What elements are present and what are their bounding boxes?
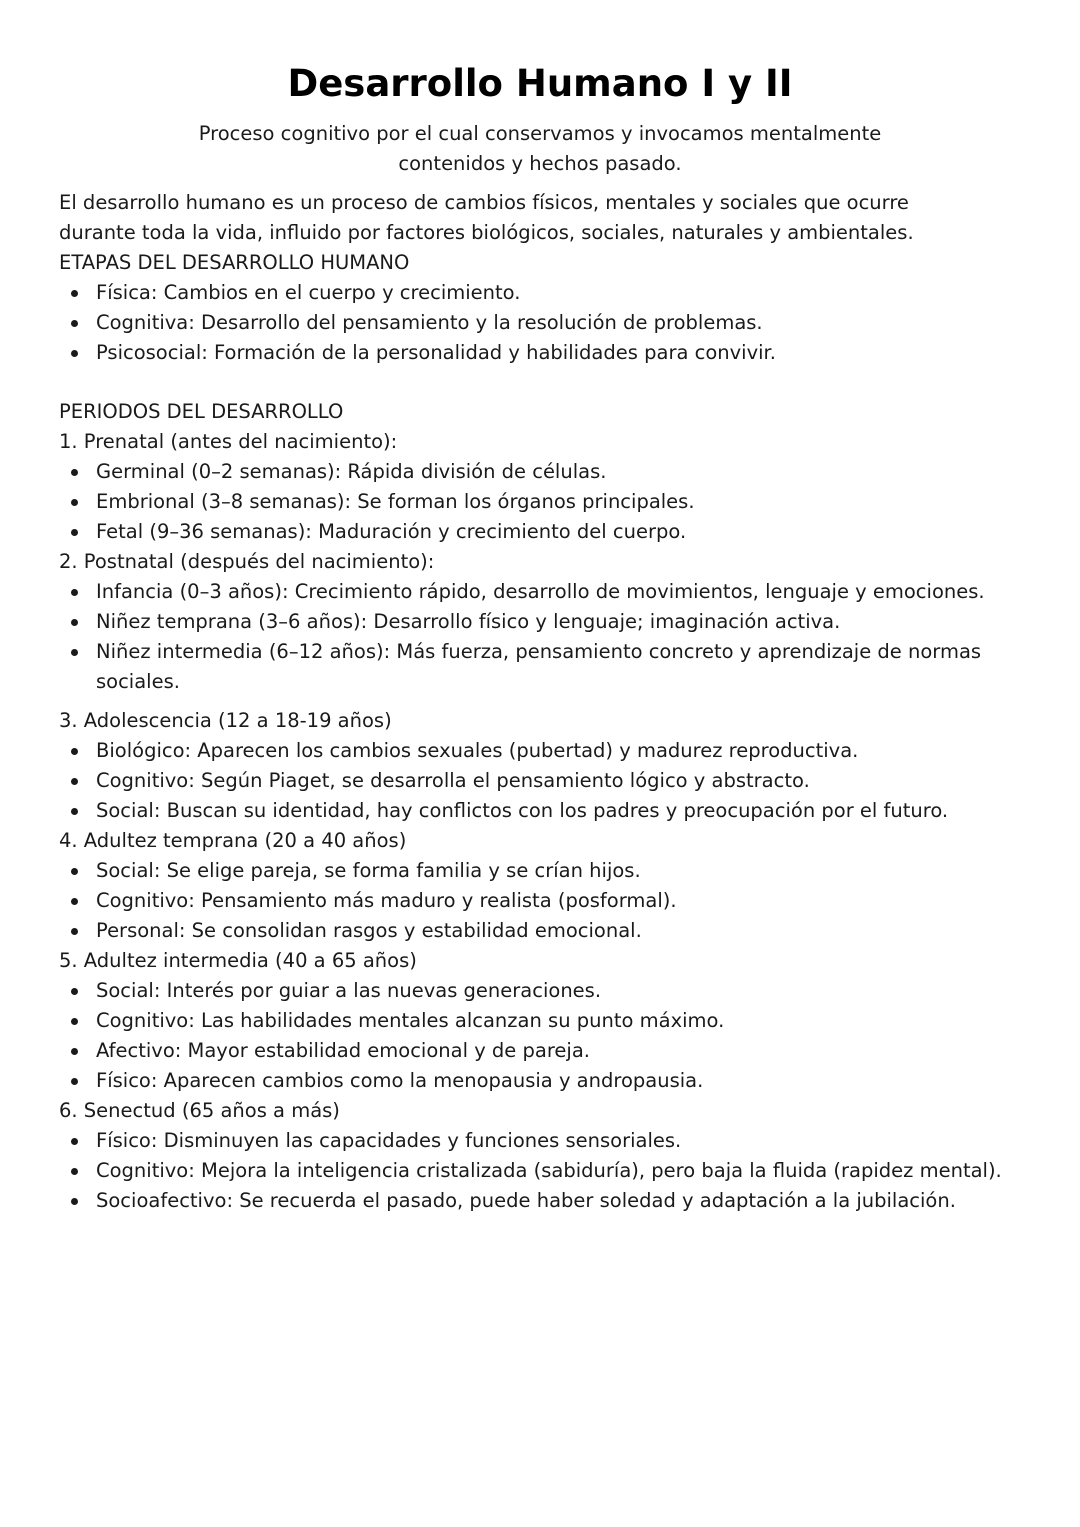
section-heading-adolescencia: 3. Adolescencia (12 a 18-19 años) bbox=[59, 709, 392, 732]
adultez-temprana-list bbox=[59, 856, 1039, 946]
list-item: Cognitivo: Las habilidades mentales alcanzan su punto máximo. bbox=[59, 1006, 1039, 1036]
etapas-heading: ETAPAS DEL DESARROLLO HUMANO bbox=[59, 251, 410, 274]
list-item: Físico: Disminuyen las capacidades y funciones sensoriales. bbox=[59, 1126, 1039, 1156]
prenatal-list bbox=[59, 457, 1039, 547]
list-item: Físico: Aparecen cambios como la menopausia y andropausia. bbox=[59, 1066, 1039, 1096]
adultez-intermedia-list bbox=[59, 976, 1039, 1096]
list-item: Niñez intermedia (6–12 años): Más fuerza, pensamiento concreto y aprendizaje de normas sociales. bbox=[59, 637, 1039, 697]
list-item: Infancia (0–3 años): Crecimiento rápido, desarrollo de movimientos, lenguaje y emociones. bbox=[59, 577, 1039, 607]
subtitle-line: contenidos y hechos pasado. bbox=[398, 152, 682, 175]
list-item: Afectivo: Mayor estabilidad emocional y de pareja. bbox=[59, 1036, 1039, 1066]
senectud-list bbox=[59, 1126, 1039, 1216]
list-item: Personal: Se consolidan rasgos y estabilidad emocional. bbox=[59, 916, 1039, 946]
spacer bbox=[59, 697, 1039, 706]
section-heading-prenatal: 1. Prenatal (antes del nacimiento): bbox=[59, 430, 398, 453]
list-item: Biológico: Aparecen los cambios sexuales (pubertad) y madurez reproductiva. bbox=[59, 736, 1039, 766]
intro-line: El desarrollo humano es un proceso de cambios físicos, mentales y sociales que ocurre bbox=[59, 191, 909, 214]
list-item: Física: Cambios en el cuerpo y crecimiento. bbox=[59, 278, 1039, 308]
page-title: Desarrollo Humano I y II bbox=[287, 62, 793, 105]
section-heading-adultez-temprana: 4. Adultez temprana (20 a 40 años) bbox=[59, 829, 407, 852]
list-item: Niñez temprana (3–6 años): Desarrollo físico y lenguaje; imaginación activa. bbox=[59, 607, 1039, 637]
list-item: Cognitiva: Desarrollo del pensamiento y la resolución de problemas. bbox=[59, 308, 1039, 338]
list-item: Cognitivo: Mejora la inteligencia cristalizada (sabiduría), pero baja la fluida (rapidez mental). bbox=[59, 1156, 1039, 1186]
document-body bbox=[59, 188, 1039, 1216]
list-item: Social: Se elige pareja, se forma familia y se crían hijos. bbox=[59, 856, 1039, 886]
spacer bbox=[59, 368, 1039, 397]
list-item: Embrional (3–8 semanas): Se forman los órganos principales. bbox=[59, 487, 1039, 517]
section-heading-senectud: 6. Senectud (65 años a más) bbox=[59, 1099, 340, 1122]
periodos-heading: PERIODOS DEL DESARROLLO bbox=[59, 400, 344, 423]
list-item: Cognitivo: Pensamiento más maduro y realista (posformal). bbox=[59, 886, 1039, 916]
list-item: Cognitivo: Según Piaget, se desarrolla el pensamiento lógico y abstracto. bbox=[59, 766, 1039, 796]
list-item: Psicosocial: Formación de la personalidad y habilidades para convivir. bbox=[59, 338, 1039, 368]
postnatal-list bbox=[59, 577, 1039, 697]
list-item: Germinal (0–2 semanas): Rápida división de células. bbox=[59, 457, 1039, 487]
subtitle bbox=[160, 119, 920, 179]
list-item: Social: Interés por guiar a las nuevas generaciones. bbox=[59, 976, 1039, 1006]
section-heading-postnatal: 2. Postnatal (después del nacimiento): bbox=[59, 550, 435, 573]
list-item: Social: Buscan su identidad, hay conflictos con los padres y preocupación por el futuro. bbox=[59, 796, 1039, 826]
section-heading-adultez-intermedia: 5. Adultez intermedia (40 a 65 años) bbox=[59, 949, 417, 972]
intro-line: durante toda la vida, influido por factores biológicos, sociales, naturales y ambientales. bbox=[59, 221, 914, 244]
list-item: Fetal (9–36 semanas): Maduración y crecimiento del cuerpo. bbox=[59, 517, 1039, 547]
list-item: Socioafectivo: Se recuerda el pasado, puede haber soledad y adaptación a la jubilación. bbox=[59, 1186, 1039, 1216]
etapas-list bbox=[59, 278, 1039, 368]
adolescencia-list bbox=[59, 736, 1039, 826]
subtitle-line: Proceso cognitivo por el cual conservamos y invocamos mentalmente bbox=[198, 122, 882, 145]
